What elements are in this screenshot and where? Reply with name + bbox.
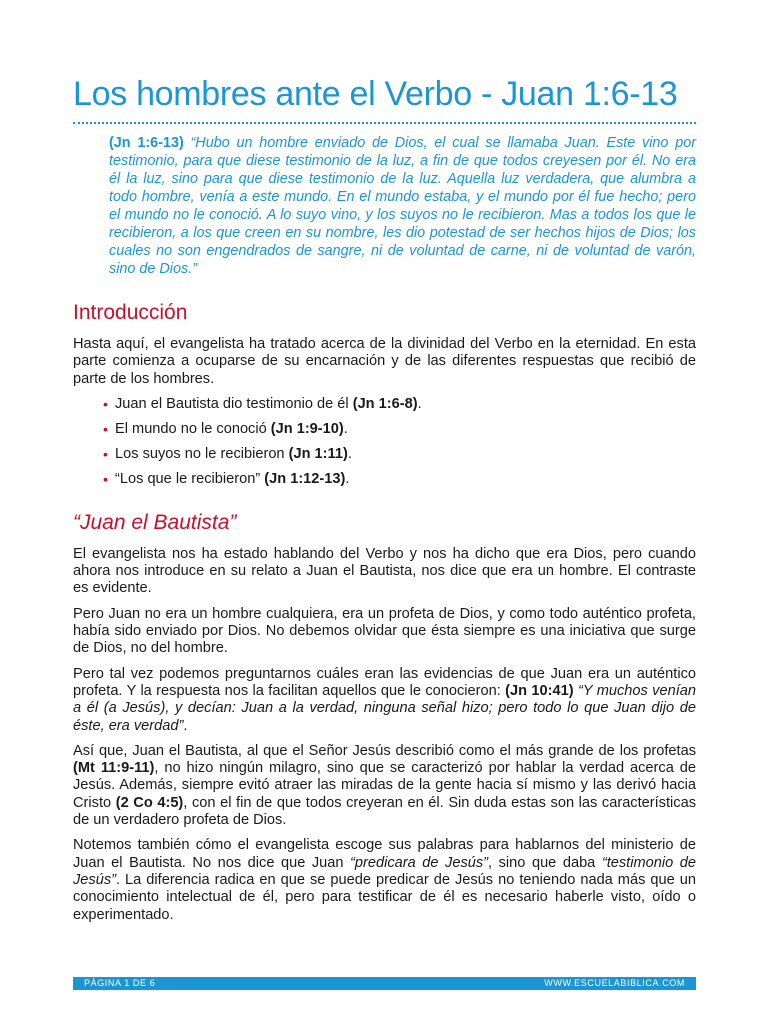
body-paragraph-2: Pero Juan no era un hombre cualquiera, era un profeta de Dios, y como todo auténtico profeta, había sido enviado por Dios. No debemos olvidar que ésta siempre es una iniciativa que surge de Dios, no del hombre. (73, 605, 696, 657)
bible-reference: (Jn 10:41) (505, 682, 574, 699)
scripture-text: “Hubo un hombre enviado de Dios, el cual se llamaba Juan. Este vino por testimonio, para que diese testimonio de la luz, a fin de que todos creyesen por él. No era él la luz, sino para que diese testimonio de la luz. Aquella luz verdadera, que alumbra a todo hombre, venía a este mundo. En el mundo estaba, y el mundo por él fue hecho; pero el mundo no le conoció. A lo suyo vino, y los suyos no le recibieron. Mas a todos los que le recibieron, a los que creen en su nombre, les dio potestad de ser hechos hijos de Dios; los cuales no son engendrados de sangre, ni de voluntad de carne, ni de voluntad de varón, sino de Dios.” (109, 135, 696, 277)
page-title: Los hombres ante el Verbo - Juan 1:6-13 (73, 75, 678, 113)
bible-reference: (Jn 1:11) (288, 445, 348, 462)
bible-reference: (Jn 1:6-8) (352, 395, 418, 412)
page-footer (73, 977, 696, 990)
document-page (73, 70, 696, 932)
page-number: PÁGINA 1 DE 6 (84, 978, 156, 988)
bullet-icon: • (103, 395, 108, 412)
body-paragraph-5: Notemos también cómo el evangelista escoge sus palabras para hablarnos del ministerio de Juan el Bautista. No nos dice que Juan “predicara de Jesús”, sino que daba “testimonio de Jesús”. La diferencia radica en que se puede predicar de Jesús no teniendo nada más que un conocimiento intelectual de él, pero para testificar de él es necesario haberle visto, oído o experimentado. (73, 837, 696, 923)
bible-reference: (Mt 11:9-11) (73, 760, 155, 777)
section-heading-juan-el-bautista: “Juan el Bautista” (73, 510, 237, 534)
scripture-quote (109, 134, 696, 278)
quoted-text: “predicara de Jesús” (350, 854, 489, 871)
list-item: • Juan el Bautista dio testimonio de él (Jn 1:6-8). (103, 395, 422, 412)
body-paragraph-1: El evangelista nos ha estado hablando del Verbo y nos ha dicho que era Dios, pero cuando ahora nos introduce en su relato a Juan el Bautista, nos dice que era un hombre. El contraste es evidente. (73, 545, 696, 597)
list-item: • “Los que le recibieron” (Jn 1:12-13). (103, 470, 350, 487)
website-link[interactable]: WWW.ESCUELABIBLICA.COM (544, 978, 685, 988)
list-item: • El mundo no le conoció (Jn 1:9-10). (103, 420, 348, 437)
bullet-icon: • (103, 445, 108, 462)
quoted-text: “Y muchos venían a él (a Jesús), y decían: Juan a la verdad, ninguna señal hizo; pero todo lo que Juan dijo de éste, era verdad” (73, 682, 696, 734)
bullet-icon: • (103, 470, 108, 487)
list-item: • Los suyos no le recibieron (Jn 1:11). (103, 445, 352, 462)
bible-reference: (2 Co 4:5) (115, 794, 184, 811)
dotted-divider (73, 122, 696, 124)
quoted-text: “testimonio de Jesús” (73, 854, 696, 888)
intro-bullet-list (73, 396, 696, 488)
bible-reference: (Jn 1:12-13) (264, 470, 346, 487)
intro-paragraph: Hasta aquí, el evangelista ha tratado acerca de la divinidad del Verbo en la eternidad. En esta parte comienza a ocuparse de su encarnación y de las diferentes respuestas que recibió de parte de los hombres. (73, 336, 696, 387)
section-heading-introduccion: Introducción (73, 301, 188, 324)
bullet-icon: • (103, 420, 108, 437)
scripture-reference: (Jn 1:6-13) (109, 135, 184, 151)
body-paragraph-3: Pero tal vez podemos preguntarnos cuáles eran las evidencias de que Juan era un auténtico profeta. Y la respuesta nos la facilitan aquellos que le conocieron: (Jn 10:41) “Y muchos venían a él (a Jesús), y decían: Juan a la verdad, ninguna señal hizo; pero todo lo que Juan dijo de éste, era verdad”. (73, 665, 696, 734)
bible-reference: (Jn 1:9-10) (270, 420, 344, 437)
body-paragraph-4: Así que, Juan el Bautista, al que el Señor Jesús describió como el más grande de los profetas (Mt 11:9-11), no hizo ningún milagro, sino que se caracterizó por hablar la verdad acerca de Jesús. Además, siempre evitó atraer las miradas de la gente hacia sí mismo y las derivó hacia Cristo (2 Co 4:5), con el fin de que todos creyeran en él. Sin duda estas son las características de un verdadero profeta de Dios. (73, 742, 696, 829)
